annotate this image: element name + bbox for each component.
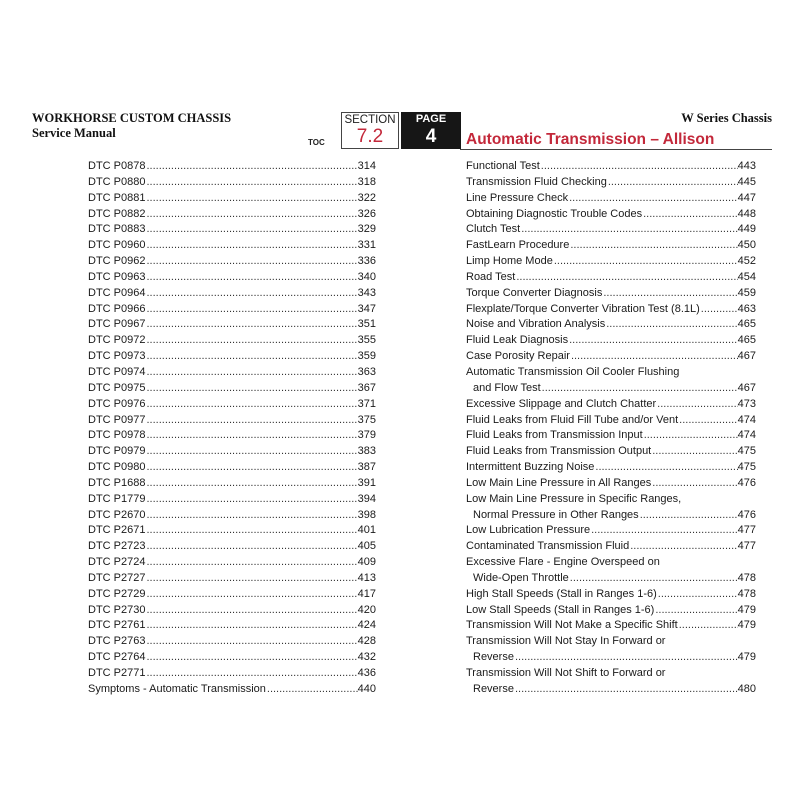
- toc-entry[interactable]: [88, 365, 376, 381]
- dot-leader: [553, 254, 738, 270]
- dot-leader: [629, 539, 737, 555]
- toc-entry[interactable]: [466, 603, 756, 619]
- dot-leader: [642, 207, 738, 223]
- toc-entry-label: Transmission Will Not Make a Specific Shift: [466, 619, 678, 632]
- dot-leader: [145, 317, 357, 333]
- toc-entry[interactable]: [466, 666, 756, 698]
- toc-entry-label: Transmission Fluid Checking: [466, 175, 607, 188]
- toc-entry-page: 432: [357, 651, 376, 664]
- toc-entry-page: 445: [737, 175, 756, 188]
- toc-entry-label: DTC P0973: [88, 350, 146, 363]
- dot-leader: [145, 666, 357, 682]
- dot-leader: [541, 381, 738, 397]
- toc-entry-label: Low Main Line Pressure in All Ranges: [466, 476, 652, 489]
- dot-leader: [651, 444, 737, 460]
- toc-entry-page: 479: [737, 619, 756, 632]
- toc-entry-page: 454: [737, 270, 756, 283]
- toc-entry-page: 476: [737, 508, 756, 521]
- toc-entry[interactable]: [88, 650, 376, 666]
- toc-entry[interactable]: [88, 444, 376, 460]
- toc-entry-page: 401: [357, 524, 376, 537]
- toc-entry[interactable]: [88, 302, 376, 318]
- toc-entry-page: 465: [737, 334, 756, 347]
- toc-entry[interactable]: [88, 238, 376, 254]
- series-name: W Series Chassis: [681, 111, 772, 125]
- dot-leader: [145, 207, 357, 223]
- toc-entry-label: DTC P0972: [88, 334, 146, 347]
- dot-leader: [145, 476, 357, 492]
- toc-entry-page: 359: [357, 350, 376, 363]
- dot-leader: [145, 508, 357, 524]
- toc-entry-page: 477: [737, 524, 756, 537]
- toc-entry-label: Fluid Leak Diagnosis: [466, 334, 569, 347]
- dot-leader: [145, 650, 357, 666]
- dot-leader: [145, 159, 357, 175]
- toc-entry[interactable]: [88, 555, 376, 571]
- page-number: 4: [425, 126, 437, 147]
- toc-entry[interactable]: [88, 523, 376, 539]
- toc-entry-label: DTC P0880: [88, 175, 146, 188]
- toc-entry-page: 351: [357, 318, 376, 331]
- toc-entry[interactable]: [88, 587, 376, 603]
- toc-entry[interactable]: [88, 207, 376, 223]
- toc-entry[interactable]: [466, 460, 756, 476]
- toc-entry-label: DTC P2723: [88, 540, 146, 553]
- toc-entry[interactable]: [466, 444, 756, 460]
- toc-entry[interactable]: [466, 365, 756, 397]
- dot-leader: [145, 270, 357, 286]
- toc-entry[interactable]: [88, 460, 376, 476]
- dot-leader: [570, 349, 738, 365]
- toc-entry[interactable]: [466, 207, 756, 223]
- toc-entry-label: FastLearn Procedure: [466, 239, 570, 252]
- dot-leader: [569, 238, 737, 254]
- toc-entry-label: Line Pressure Check: [466, 191, 569, 204]
- toc-entry[interactable]: [466, 302, 756, 318]
- toc-entry[interactable]: [88, 349, 376, 365]
- toc-entry-page: 448: [737, 207, 756, 220]
- dot-leader: [514, 650, 738, 666]
- toc-entry-label: DTC P2763: [88, 635, 146, 648]
- dot-leader: [568, 191, 738, 207]
- toc-entry-label: DTC P0980: [88, 461, 146, 474]
- toc-entry-page: 331: [357, 239, 376, 252]
- toc-entry-label: Clutch Test: [466, 223, 521, 236]
- dot-leader: [145, 492, 357, 508]
- toc-entry-label: Road Test: [466, 270, 516, 283]
- toc-entry-label: DTC P0966: [88, 302, 146, 315]
- toc-entry[interactable]: [466, 555, 756, 587]
- toc-entry-page: 478: [737, 587, 756, 600]
- toc-entry-label: Fluid Leaks from Fluid Fill Tube and/or Vent: [466, 413, 679, 426]
- dot-leader: [639, 508, 738, 524]
- toc-entry-page: 479: [737, 603, 756, 616]
- dot-leader: [145, 397, 357, 413]
- toc-entry-page: 478: [737, 571, 756, 584]
- dot-leader: [145, 349, 357, 365]
- toc-entry[interactable]: [466, 333, 756, 349]
- toc-entry-label-continued: Reverse: [473, 682, 514, 695]
- toc-entry-label: Automatic Transmission Oil Cooler Flushing: [466, 365, 680, 378]
- toc-entry-label: DTC P0882: [88, 207, 146, 220]
- dot-leader: [145, 302, 357, 318]
- dot-leader: [145, 222, 357, 238]
- toc-entry[interactable]: [466, 191, 756, 207]
- toc-entry[interactable]: [88, 159, 376, 175]
- dot-leader: [145, 286, 357, 302]
- toc-entry[interactable]: [466, 492, 756, 524]
- toc-entry-label: DTC P2727: [88, 571, 146, 584]
- dot-leader: [145, 523, 357, 539]
- toc-entry-page: 447: [737, 191, 756, 204]
- toc-entry[interactable]: [466, 428, 756, 444]
- toc-entry-page: 367: [357, 381, 376, 394]
- toc-right-column: [466, 159, 756, 698]
- toc-entry-label-continued: Reverse: [473, 651, 514, 664]
- toc-entry-label-continued: Wide-Open Throttle: [473, 571, 569, 584]
- toc-entry[interactable]: [88, 254, 376, 270]
- toc-entry-page: 476: [737, 476, 756, 489]
- dot-leader: [520, 222, 737, 238]
- toc-entry-page: 405: [357, 540, 376, 553]
- dot-leader: [568, 333, 738, 349]
- dot-leader: [145, 254, 357, 270]
- dot-leader: [145, 634, 357, 650]
- toc-entry[interactable]: [466, 523, 756, 539]
- dot-leader: [678, 413, 737, 429]
- toc-entry-label: High Stall Speeds (Stall in Ranges 1-6): [466, 587, 657, 600]
- toc-entry-label: DTC P0878: [88, 160, 146, 172]
- dot-leader: [657, 587, 738, 603]
- toc-entry-page: 363: [357, 365, 376, 378]
- toc-entry[interactable]: [466, 618, 756, 634]
- dot-leader: [145, 555, 357, 571]
- toc-entry[interactable]: [466, 238, 756, 254]
- toc-entry-label: DTC P1688: [88, 476, 146, 489]
- toc-entry[interactable]: [466, 397, 756, 413]
- dot-leader: [266, 682, 358, 698]
- toc-entry[interactable]: [88, 191, 376, 207]
- toc-entry-label: Functional Test: [466, 160, 540, 172]
- toc-entry[interactable]: [466, 634, 756, 666]
- toc-entry[interactable]: [88, 222, 376, 238]
- toc-entry-label: Fluid Leaks from Transmission Output: [466, 445, 652, 458]
- toc-entry-page: 398: [357, 508, 376, 521]
- toc-entry[interactable]: [88, 270, 376, 286]
- dot-leader: [145, 460, 357, 476]
- toc-entry[interactable]: [466, 175, 756, 191]
- toc-entry-label: Intermittent Buzzing Noise: [466, 461, 595, 474]
- header-divider: [460, 149, 772, 150]
- toc-entry-page: 428: [357, 635, 376, 648]
- toc-entry[interactable]: [88, 603, 376, 619]
- toc-entry-page: 371: [357, 397, 376, 410]
- toc-entry-page: 355: [357, 334, 376, 347]
- toc-entry-page: 449: [737, 223, 756, 236]
- dot-leader: [594, 460, 737, 476]
- dot-leader: [605, 317, 737, 333]
- toc-entry[interactable]: [88, 333, 376, 349]
- toc-entry-label: Limp Home Mode: [466, 255, 553, 268]
- dot-leader: [569, 571, 738, 587]
- dot-leader: [602, 286, 737, 302]
- toc-entry-page: 322: [357, 191, 376, 204]
- toc-entry-label: DTC P0964: [88, 286, 146, 299]
- toc-left-column: [88, 159, 376, 698]
- toc-entry-label: DTC P0978: [88, 429, 146, 442]
- toc-entry-page: 480: [737, 682, 756, 695]
- toc-entry[interactable]: [88, 175, 376, 191]
- dot-leader: [145, 381, 357, 397]
- toc-entry-label: DTC P0883: [88, 223, 146, 236]
- toc-entry[interactable]: [466, 222, 756, 238]
- toc-entry-page: 394: [357, 492, 376, 505]
- dot-leader: [145, 238, 357, 254]
- toc-entry-page: 424: [357, 619, 376, 632]
- toc-entry-page: 420: [357, 603, 376, 616]
- toc-entry-page: 475: [737, 445, 756, 458]
- toc-entry-page: 318: [357, 175, 376, 188]
- toc-link[interactable]: TOC: [308, 138, 325, 147]
- toc-entry[interactable]: [88, 492, 376, 508]
- toc-entry-page: 391: [357, 476, 376, 489]
- toc-entry[interactable]: [88, 413, 376, 429]
- toc-entry-page: 417: [357, 587, 376, 600]
- toc-entry-label: Contaminated Transmission Fluid: [466, 540, 630, 553]
- toc-entry-page: 452: [737, 255, 756, 268]
- toc-entry[interactable]: [88, 682, 376, 698]
- toc-entry-label: DTC P0960: [88, 239, 146, 252]
- toc-entry-label: Noise and Vibration Analysis: [466, 318, 606, 331]
- toc-entry-page: 443: [737, 160, 756, 172]
- toc-entry-label: Case Porosity Repair: [466, 350, 570, 363]
- toc-entry-page: 459: [737, 286, 756, 299]
- toc-entry-label-continued: Normal Pressure in Other Ranges: [473, 508, 639, 521]
- toc-entry-label: Low Stall Speeds (Stall in Ranges 1-6): [466, 603, 655, 616]
- dot-leader: [145, 333, 357, 349]
- dot-leader: [700, 302, 738, 318]
- toc-entry-label: Obtaining Diagnostic Trouble Codes: [466, 207, 643, 220]
- toc-entry-label: Transmission Will Not Shift to Forward or: [466, 667, 666, 679]
- toc-entry-label: DTC P2670: [88, 508, 146, 521]
- dot-leader: [145, 618, 357, 634]
- toc-entry[interactable]: [88, 317, 376, 333]
- toc-entry-page: 343: [357, 286, 376, 299]
- toc-entry[interactable]: [88, 476, 376, 492]
- toc-entry[interactable]: [466, 286, 756, 302]
- toc-entry-label: DTC P1779: [88, 492, 146, 505]
- toc-entry[interactable]: [466, 539, 756, 555]
- dot-leader: [145, 444, 357, 460]
- toc-entry-page: 477: [737, 540, 756, 553]
- toc-entry-page: 336: [357, 255, 376, 268]
- dot-leader: [514, 682, 738, 698]
- toc-entry-label-continued: and Flow Test: [473, 381, 541, 394]
- toc-entry[interactable]: [466, 317, 756, 333]
- toc-entry-label: DTC P2729: [88, 587, 146, 600]
- toc-entry[interactable]: [88, 428, 376, 444]
- toc-entry-label: DTC P2724: [88, 556, 146, 569]
- section-label: SECTION: [344, 114, 396, 126]
- toc-entry-label: DTC P0976: [88, 397, 146, 410]
- dot-leader: [145, 603, 357, 619]
- toc-entry-page: 387: [357, 461, 376, 474]
- toc-entry-label: Flexplate/Torque Converter Vibration Test (8.1L): [466, 302, 700, 315]
- toc-entry-label: DTC P2761: [88, 619, 146, 632]
- toc-entry-page: 467: [737, 350, 756, 363]
- toc-entry-label: Low Lubrication Pressure: [466, 524, 591, 537]
- toc-entry-label: DTC P0963: [88, 270, 146, 283]
- toc-entry[interactable]: [466, 476, 756, 492]
- toc-entry-label: DTC P2771: [88, 667, 146, 679]
- toc-entry-label: Fluid Leaks from Transmission Input: [466, 429, 643, 442]
- manual-name: Service Manual: [32, 126, 116, 140]
- toc-entry-label: DTC P0974: [88, 365, 146, 378]
- toc-entry[interactable]: [88, 666, 376, 682]
- toc-entry[interactable]: [466, 254, 756, 270]
- toc-entry-page: 340: [357, 270, 376, 283]
- toc-entry-page: 379: [357, 429, 376, 442]
- dot-leader: [145, 191, 357, 207]
- dot-leader: [656, 397, 737, 413]
- toc-entry-label: Transmission Will Not Stay In Forward or: [466, 635, 666, 648]
- toc-entry-label: DTC P0979: [88, 445, 146, 458]
- dot-leader: [607, 175, 738, 191]
- toc-entry-page: 440: [357, 682, 376, 695]
- dot-leader: [515, 270, 737, 286]
- dot-leader: [678, 618, 738, 634]
- dot-leader: [643, 428, 738, 444]
- page-title: Automatic Transmission – Allison: [466, 131, 715, 148]
- toc-entry-page: 413: [357, 571, 376, 584]
- company-name: WORKHORSE CUSTOM CHASSIS: [32, 111, 232, 125]
- toc-entry-page: 450: [737, 239, 756, 252]
- toc-entry-page: 375: [357, 413, 376, 426]
- toc-entry-label: DTC P2730: [88, 603, 146, 616]
- toc-entry-page: 326: [357, 207, 376, 220]
- dot-leader: [145, 365, 357, 381]
- toc-entry[interactable]: [466, 270, 756, 286]
- section-box: [341, 112, 399, 149]
- toc-entry-label: Torque Converter Diagnosis: [466, 286, 603, 299]
- toc-entry[interactable]: [88, 286, 376, 302]
- toc-entry-label: DTC P0962: [88, 255, 146, 268]
- toc-entry-label: Symptoms - Automatic Transmission: [88, 682, 266, 695]
- dot-leader: [145, 413, 357, 429]
- toc-entry-label: DTC P2671: [88, 524, 146, 537]
- toc-entry-page: 463: [737, 302, 756, 315]
- toc-entry[interactable]: [88, 539, 376, 555]
- toc-entry[interactable]: [466, 587, 756, 603]
- document-header-left: [32, 111, 231, 141]
- toc-entry-page: 474: [737, 429, 756, 442]
- section-number: 7.2: [356, 126, 384, 147]
- toc-entry-label: Low Main Line Pressure in Specific Ranges,: [466, 492, 682, 505]
- toc-entry[interactable]: [88, 381, 376, 397]
- toc-entry-page: 314: [357, 160, 376, 172]
- toc-entry-page: 473: [737, 397, 756, 410]
- page-box: [401, 112, 461, 149]
- toc-entry-page: 467: [737, 381, 756, 394]
- page-label: PAGE: [415, 113, 447, 125]
- toc-entry[interactable]: [466, 159, 756, 175]
- toc-entry-label: Excessive Flare - Engine Overspeed on: [466, 556, 660, 569]
- toc-entry-page: 474: [737, 413, 756, 426]
- dot-leader: [145, 571, 357, 587]
- toc-entry-page: 383: [357, 445, 376, 458]
- toc-entry-page: 436: [357, 667, 376, 679]
- toc-entry[interactable]: [88, 571, 376, 587]
- dot-leader: [145, 539, 357, 555]
- toc-entry-page: 475: [737, 461, 756, 474]
- toc-entry-label: DTC P0881: [88, 191, 146, 204]
- toc-entry[interactable]: [88, 618, 376, 634]
- toc-entry-label: DTC P0975: [88, 381, 146, 394]
- toc-entry-label: DTC P0977: [88, 413, 146, 426]
- dot-leader: [145, 175, 357, 191]
- toc-entry[interactable]: [466, 413, 756, 429]
- toc-entry-label: DTC P0967: [88, 318, 146, 331]
- toc-entry-page: 479: [737, 651, 756, 664]
- toc-entry-page: 329: [357, 223, 376, 236]
- toc-entry[interactable]: [88, 634, 376, 650]
- toc-entry[interactable]: [88, 397, 376, 413]
- dot-leader: [651, 476, 737, 492]
- toc-entry-label: Excessive Slippage and Clutch Chatter: [466, 397, 657, 410]
- toc-entry[interactable]: [88, 508, 376, 524]
- dot-leader: [540, 159, 738, 175]
- toc-entry-label: DTC P2764: [88, 651, 146, 664]
- toc-entry-page: 347: [357, 302, 376, 315]
- toc-entry-page: 465: [737, 318, 756, 331]
- dot-leader: [654, 603, 737, 619]
- dot-leader: [145, 587, 357, 603]
- toc-entry-page: 409: [357, 556, 376, 569]
- dot-leader: [145, 428, 357, 444]
- dot-leader: [590, 523, 738, 539]
- toc-entry[interactable]: [466, 349, 756, 365]
